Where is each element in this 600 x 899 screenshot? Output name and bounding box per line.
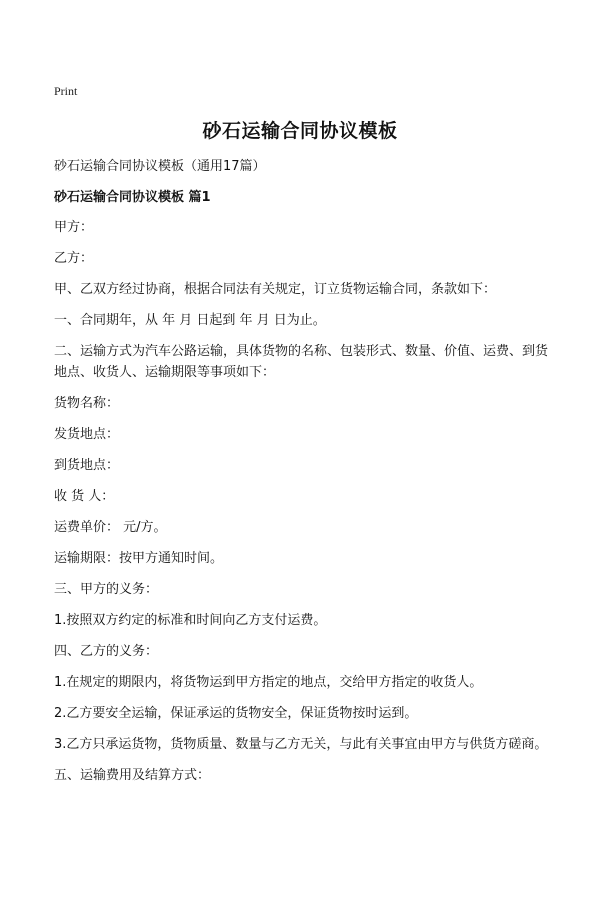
document-title: 砂石运输合同协议模板 <box>202 120 398 142</box>
party-b-duty-1: 1.在规定的期限内，将货物运到甲方指定的地点，交给甲方指定的收货人。 <box>54 675 483 690</box>
print-label: Print <box>54 84 78 98</box>
shipping-location-line: 发货地点： <box>54 427 120 442</box>
clause-2-transport: 二、运输方式为汽车公路运输，具体货物的名称、包装形式、数量、价值、运费、到货地点、收货人、运输期限等事项如下： <box>54 344 549 380</box>
clause-5-heading: 五、运输费用及结算方式： <box>54 768 211 783</box>
contract-body <box>54 217 554 796</box>
section-heading: 砂石运输合同协议模板 篇1 <box>54 190 211 205</box>
party-a-duty-1: 1.按照双方约定的标准和时间向乙方支付运费。 <box>54 613 327 628</box>
preamble-paragraph: 甲、乙双方经过协商，根据合同法有关规定，订立货物运输合同，条款如下： <box>54 282 497 297</box>
party-b-line: 乙方： <box>54 251 94 266</box>
freight-rate-line: 运费单价： 元/方。 <box>54 520 167 535</box>
clause-1-term: 一、合同期年，从 年 月 日起到 年 月 日为止。 <box>54 313 326 328</box>
party-b-duty-3: 3.乙方只承运货物，货物质量、数量与乙方无关，与此有关事宜由甲方与供货方磋商。 <box>54 737 548 752</box>
document-subtitle: 砂石运输合同协议模板（通用17篇） <box>54 159 266 174</box>
party-a-line: 甲方： <box>54 220 94 235</box>
goods-name-line: 货物名称： <box>54 396 120 411</box>
party-b-duty-2: 2.乙方要安全运输，保证承运的货物安全，保证货物按时运到。 <box>54 706 418 721</box>
clause-3-heading: 三、甲方的义务： <box>54 582 159 597</box>
transport-period-line: 运输期限：按甲方通知时间。 <box>54 551 224 566</box>
consignee-line: 收 货 人： <box>54 489 115 504</box>
delivery-location-line: 到货地点： <box>54 458 120 473</box>
clause-4-heading: 四、乙方的义务： <box>54 644 159 659</box>
